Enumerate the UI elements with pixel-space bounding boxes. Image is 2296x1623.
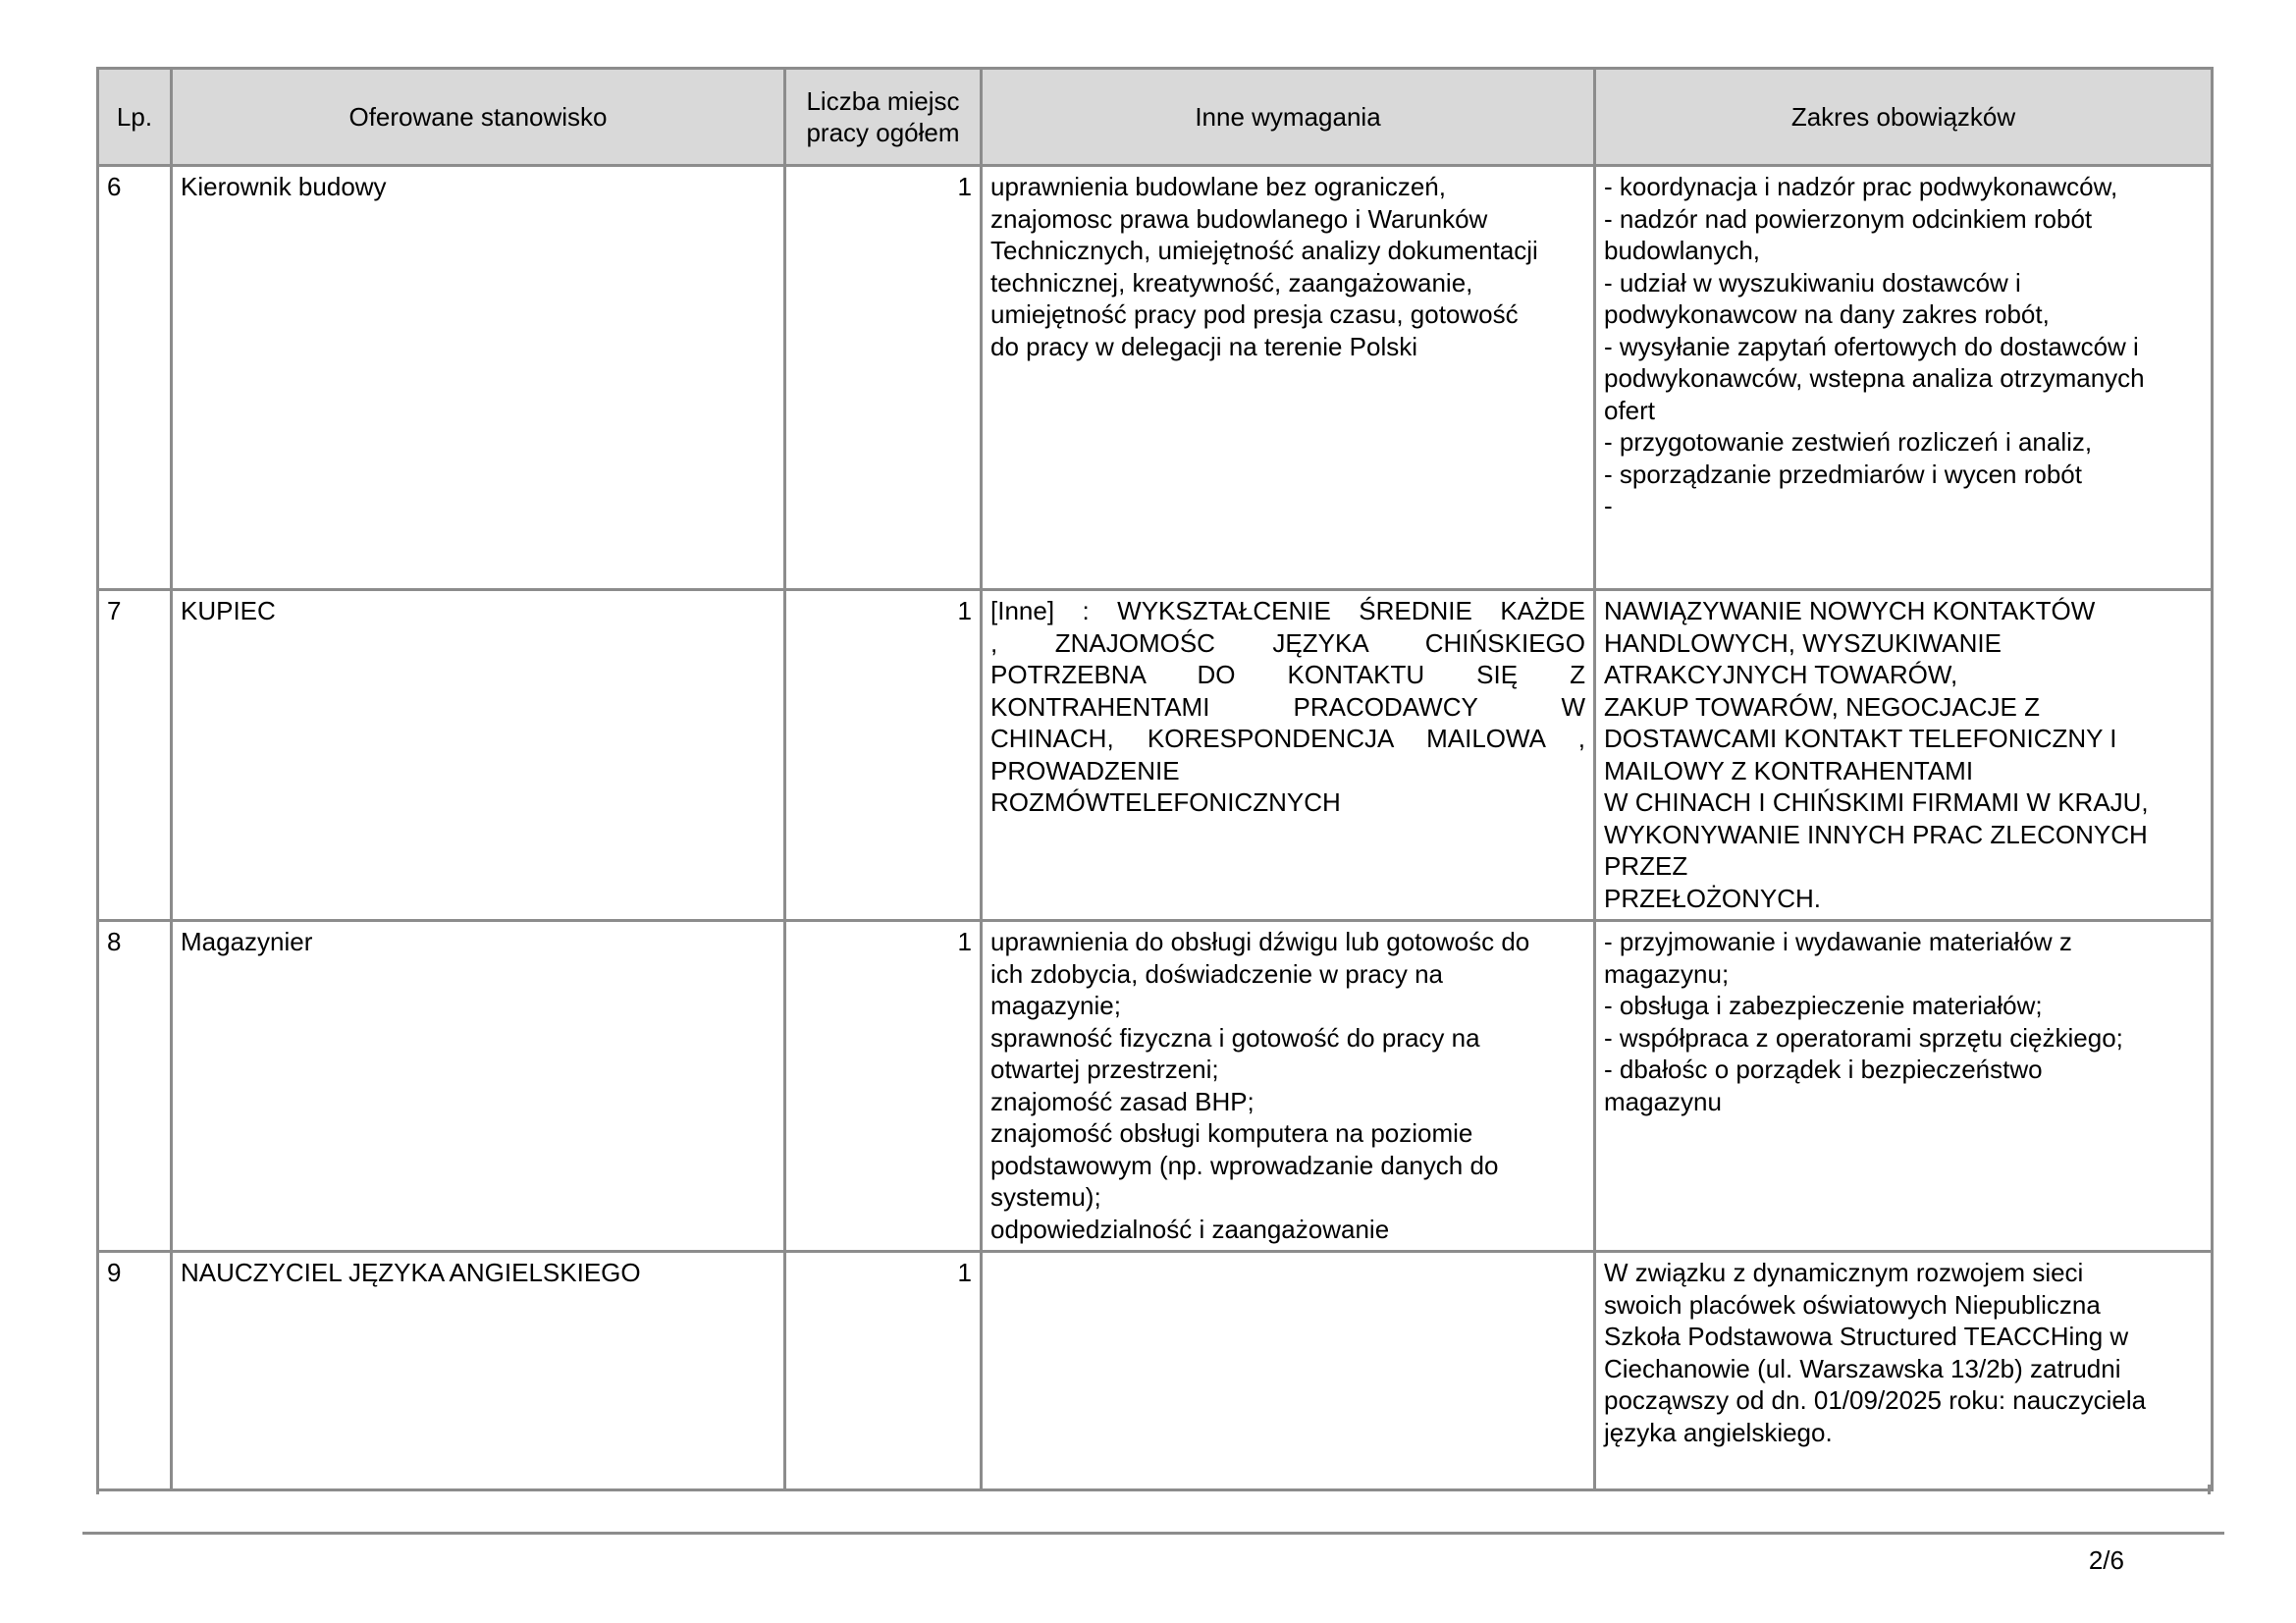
cell-count: 1 [785,921,982,1252]
cell-requirements: uprawnienia budowlane bez ograniczeń, znajomosc prawa budowlanego i Warunków Technicznych, umiejętność analizy dokumentacji technicznej, kreatywność, zaangażowanie, umiejętność pracy pod presja czasu, gotowość do pracy w delegacji na terenie Polski [982,166,1595,590]
requirements-line: POTRZEBNA DO KONTAKTU SIĘ Z [990,660,1585,689]
job-offers-table [96,67,2214,1491]
header-count: Liczba miejsc pracy ogółem [785,69,982,166]
cell-duties: W związku z dynamicznym rozwojem sieci swoich placówek oświatowych Niepubliczna Szkoła Podstawowa Structured TEACCHing w Ciechanowie (ul. Warszawska 13/2b) zatrudni począwszy od dn. 01/09/2025 roku: nauczyciela języka angielskiego. [1595,1252,2213,1490]
table-continuation-line [2208,1485,2211,1494]
footer-rule [82,1532,2224,1535]
cell-requirements [982,1252,1595,1490]
cell-position: Kierownik budowy [172,166,785,590]
table-header-row [98,69,2213,166]
cell-lp: 8 [98,921,172,1252]
cell-lp: 6 [98,166,172,590]
cell-position: NAUCZYCIEL JĘZYKA ANGIELSKIEGO [172,1252,785,1490]
requirements-line: , ZNAJOMOŚC JĘZYKA CHIŃSKIEGO [990,627,1585,658]
cell-duties: - koordynacja i nadzór prac podwykonawców, - nadzór nad powierzonym odcinkiem robót budowlanych, - udział w wyszukiwaniu dostawców i podwykonawcow na dany zakres robót, - wysyłanie zapytań ofertowych do dostawców i podwykonawców, wstepna analiza otrzymanych ofert - przygotowanie zestwień rozliczeń i analiz, - sporządzanie przedmiarów i wycen robót - [1595,166,2213,590]
requirements-line: KONTRAHENTAMI PRACODAWCY W [990,691,1585,722]
table-row [98,1252,2213,1490]
table-row [98,590,2213,921]
cell-lp: 9 [98,1252,172,1490]
table-continuation-line [96,1485,99,1494]
requirements-line: ROZMÓWTELEFONICZNYCH [990,787,1341,817]
cell-position: Magazynier [172,921,785,1252]
cell-count: 1 [785,1252,982,1490]
table-row [98,921,2213,1252]
header-lp: Lp. [98,69,172,166]
cell-count: 1 [785,590,982,921]
requirements-line: [Inne] : WYKSZTAŁCENIE ŚREDNIE KAŻDE [990,596,1585,625]
page-number: 2/6 [2088,1545,2124,1575]
header-duties: Zakres obowiązków [1595,69,2213,166]
cell-requirements [982,590,1595,921]
cell-position: KUPIEC [172,590,785,921]
cell-requirements: uprawnienia do obsługi dźwigu lub gotowośc do ich zdobycia, doświadczenie w pracy na magazynie; sprawność fizyczna i gotowość do pracy na otwartej przestrzeni; znajomość zasad BHP; znajomość obsługi komputera na poziomie podstawowym (np. wprowadzanie danych do systemu); odpowiedzialność i zaangażowanie [982,921,1595,1252]
cell-count: 1 [785,166,982,590]
cell-duties: - przyjmowanie i wydawanie materiałów z magazynu; - obsługa i zabezpieczenie materiałów; - współpraca z operatorami sprzętu ciężkiego; - dbałośc o porządek i bezpieczeństwo magazynu [1595,921,2213,1252]
requirements-line: PROWADZENIE [990,755,1180,785]
header-requirements: Inne wymagania [982,69,1595,166]
cell-duties: NAWIĄZYWANIE NOWYCH KONTAKTÓW HANDLOWYCH, WYSZUKIWANIE ATRAKCYJNYCH TOWARÓW, ZAKUP TOWARÓW, NEGOCJACJE Z DOSTAWCAMI KONTAKT TELEFONICZNY I MAILOWY Z KONTRAHENTAMI W CHINACH I CHIŃSKIMI FIRMAMI W KRAJU, WYKONYWANIE INNYCH PRAC ZLECONYCH PRZEZ PRZEŁOŻONYCH. [1595,590,2213,921]
header-position: Oferowane stanowisko [172,69,785,166]
cell-lp: 7 [98,590,172,921]
requirements-line: CHINACH, KORESPONDENCJA MAILOWA , [990,724,1585,753]
table-row [98,166,2213,590]
